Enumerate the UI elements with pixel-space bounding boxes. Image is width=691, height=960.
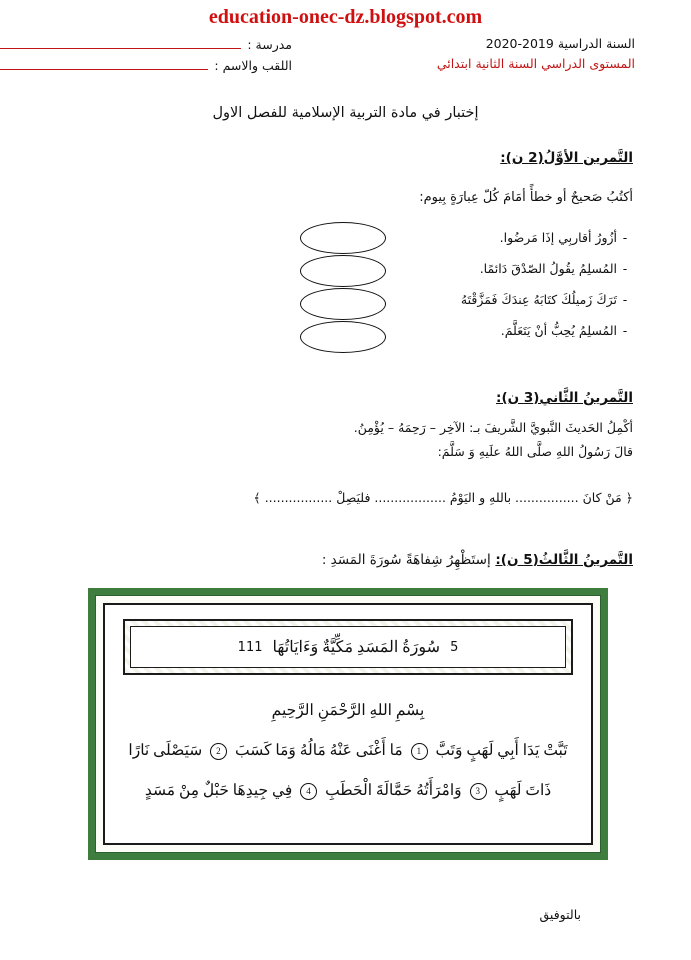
exercise-1-instruction: أكتُبُ صَحيحٌ أو خطأً أمَامَ كُلّ عِبارَةٍ بِيوم:: [419, 190, 633, 205]
name-field-row: [0, 55, 300, 76]
ayah-text: تَبَّتْ يَدَا أَبِي لَهَبٍ وَتَبَّ: [435, 742, 568, 759]
footer-note: بالتوفيق: [539, 907, 581, 922]
exercise-3-heading: [322, 552, 633, 568]
ayah-marker-icon: 4: [300, 783, 317, 800]
ayah-marker-icon: 3: [470, 783, 487, 800]
page-title: إختبار في مادة التربية الإسلامية للفصل الاول: [212, 105, 479, 121]
school-level: المستوى الدراسي السنة الثانية ابتدائي: [436, 56, 635, 71]
exercise-2-heading: [496, 390, 633, 406]
list-item-text: تَرَكَ زَميلُكَ كتَابَهُ عِندَكَ فَمَزَّقْتَهُ: [460, 292, 617, 307]
answer-ellipse[interactable]: [300, 288, 386, 320]
list-item-text: المُسلِمُ يُحِبُّ أنْ يَتَعَلَّمَ.: [500, 323, 617, 338]
school-year: السنة الدراسية 2019-2020: [485, 36, 635, 51]
surah-header-inner: [130, 626, 566, 668]
exercise-2-heading-text: التَّمرينُ الثَّاني(3 ن):: [496, 390, 633, 406]
site-banner: education-onec-dz.blogspot.com: [208, 6, 483, 28]
bullet-dash: -: [622, 261, 628, 276]
name-field-blank[interactable]: [0, 57, 208, 70]
document-header: [0, 34, 691, 86]
exercise-1-heading: [500, 150, 633, 166]
ayah-line-1: [125, 731, 571, 771]
quran-inner-frame: [103, 603, 593, 845]
student-fields: [0, 34, 300, 76]
quran-surah-image: [88, 588, 608, 860]
surah-header-band: [123, 619, 573, 675]
ayah-text: وَامْرَأَتُهُ حَمَّالَةَ الْحَطَبِ: [325, 782, 462, 799]
name-field-label: اللقب والاسم :: [214, 58, 292, 73]
ayah-marker-icon: 2: [210, 743, 227, 760]
ayah-marker-icon: 1: [411, 743, 428, 760]
ayah-line-2: [125, 771, 571, 811]
surah-number: 111: [237, 639, 263, 655]
exercise-3-heading-text: التَّمرينُ الثَّالثُ(5 ن):: [495, 552, 633, 568]
list-item-text: أزُورُ أقاربِي إذَا مَرضُوا.: [499, 230, 617, 245]
ayah-text: فِي جِيدِهَا حَبْلٌ مِنْ مَسَدٍ: [144, 782, 293, 799]
bullet-dash: -: [622, 292, 628, 307]
answer-ellipse-column: [296, 222, 386, 354]
list-item-text: المُسلِمُ يقُولُ الصّدْقَ دَائمًا.: [479, 261, 617, 276]
basmala-line: بِسْمِ اللهِ الرَّحْمَنِ الرَّحِيمِ: [271, 702, 425, 719]
answer-ellipse[interactable]: [300, 222, 386, 254]
ayah-text: سَيَصْلَى نَارًا: [128, 742, 203, 759]
exercise-2-blank-line[interactable]: ﴿ مَنْ كانَ ................ باللهِ و اليَوْمُ .................. فليَصِلْ ................. ﴾: [253, 490, 633, 505]
school-info: [437, 34, 635, 74]
exercise-2-instruction: أكْمِلُ الحَديثَ النَّبويَّ الشَّريفَ بـ: الآخِر – رَحِمَهُ – يُؤْمِنُ.: [353, 420, 633, 435]
answer-ellipse[interactable]: [300, 255, 386, 287]
ayah-text: مَا أَغْنَى عَنْهُ مَالُهُ وَمَا كَسَبَ: [235, 742, 403, 759]
school-field-blank[interactable]: [0, 36, 241, 49]
surah-text: [125, 691, 571, 829]
bullet-dash: -: [622, 230, 628, 245]
answer-ellipse[interactable]: [300, 321, 386, 353]
surah-title: سُورَةُ المَسَدِ مَكِّيَّةٌ وَءَايَاتُهَا: [272, 639, 441, 656]
ayah-text: ذَاتَ لَهَبٍ: [494, 782, 552, 799]
exercise-2-hadith-intro: قالَ رَسُولُ اللهِ صلَّى اللهُ علَيهِ وَ سَلَّمَ:: [437, 444, 633, 459]
school-field-row: [0, 34, 300, 55]
bullet-dash: -: [622, 323, 628, 338]
exercise-1-heading-text: التَّمرين الأوَّلُ(2 ن):: [500, 150, 633, 166]
school-field-label: مدرسة :: [247, 37, 292, 52]
exercise-3-instruction: إستَظْهِرُ شِفاهَةً سُورَةَ المَسَدِ :: [321, 552, 491, 568]
surah-ayah-count: 5: [450, 639, 459, 655]
